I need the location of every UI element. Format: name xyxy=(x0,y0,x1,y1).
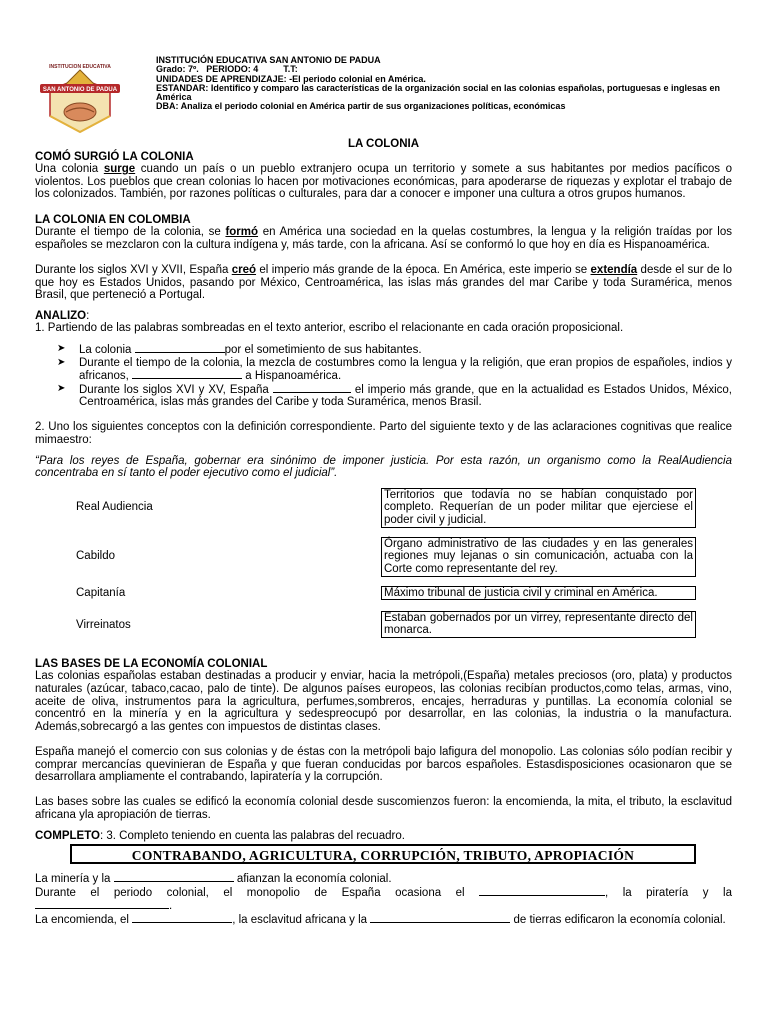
text-segment: desde el sur de lo que hoy es Estados Unidos, pasando por México, Centroamérica, las islas más grandes del mar Caribe y toda Suramérica, menos Brasil, que perteneció a Portugal. xyxy=(35,263,732,302)
document-body xyxy=(35,138,732,927)
answer-blank[interactable] xyxy=(370,913,510,923)
text-segment: La colonia xyxy=(79,343,135,356)
answer-blank[interactable] xyxy=(273,383,351,393)
school-logo xyxy=(36,62,124,136)
list-item xyxy=(57,343,732,357)
text-segment: Una colonia xyxy=(35,163,104,176)
arrow-bullet-icon: ➤ xyxy=(57,342,66,354)
section-heading-economy: LAS BASES DE LA ECONOMÍA COLONIAL xyxy=(35,657,268,670)
grade-line: Grado: 7º. PERIODO: 4 T.T: xyxy=(156,64,298,75)
document-header xyxy=(156,56,746,112)
units-line: UNIDADES DE APRENDIZAJE: -El periodo colonial en América. xyxy=(156,73,426,84)
page-title: LA COLONIA xyxy=(347,138,420,150)
text-segment: de tierras edificaron la economía colonial. xyxy=(510,913,726,926)
match-definition: Estaban gobernados por un virrey, representante directo del monarca. xyxy=(381,611,696,638)
economy-paragraph-1: Las colonias españolas estaban destinadas a producir y enviar, hacia la metrópoli,(España) metales preciosos (oro, plata) y productos naturales (azúcar, tabaco,cacao, palo de tinte). De algunos países europeos, las colonias recibían productos,como telas, armas, vino, aceite de oliva, instrumentos para la agricultura, perfumes,sombreros, encajes, herraduras y puntillas. La economía colonial se concentró en la minería y en la agricultura y sedespreocupó por desarrollar, en las colonias, la industria o la manufactura. Además,sobrecargó a las gentes con impuestos de distintas clases. xyxy=(35,670,732,733)
completo-heading xyxy=(35,830,732,843)
match-term: Capitanía xyxy=(76,586,126,599)
match-term: Cabildo xyxy=(76,549,115,562)
text-segment: por el sometimiento de sus habitantes. xyxy=(224,343,422,356)
text-segment: Durante los siglos XVI y XVII, España xyxy=(35,263,232,276)
text-segment: a Hispanoamérica. xyxy=(242,370,342,383)
match-term: Real Audiencia xyxy=(76,500,153,513)
completo-label: COMPLETO xyxy=(35,829,100,842)
answer-blank[interactable] xyxy=(135,343,225,353)
logo-band-text: SAN ANTONIO DE PADUA xyxy=(42,87,118,93)
answer-blank[interactable] xyxy=(114,872,234,882)
text-segment: afianzan la economía colonial. xyxy=(233,873,392,886)
economy-paragraph-3: Las bases sobre las cuales se edificó la economía colonial desde suscomienzos fueron: la encomienda, la mita, el tributo, la esclavitud africana yla apropiación de tierras. xyxy=(35,796,732,821)
arrow-bullet-icon: ➤ xyxy=(57,356,66,368)
match-term: Virreinatos xyxy=(76,618,131,631)
matching-exercise xyxy=(35,488,732,658)
match-definition: Territorios que todavía no se habían conquistado por completo. Requerían de un poder militar que ejerciese el poder civil y judicial. xyxy=(381,488,696,528)
match-definition: Órgano administrativo de las ciudades y en las generales regiones muy lejanas o sin comunicación, actuaba con la Corte como representante del rey. xyxy=(381,537,696,577)
text-segment: el imperio más grande de la época. En América, este imperio se xyxy=(256,263,591,276)
list-item xyxy=(57,357,732,383)
question-2: 2. Uno los siguientes conceptos con la definición correspondiente. Parto del siguiente texto y de las aclaraciones cognitivas que realice mimaestro: xyxy=(35,421,732,447)
standard-line: ESTANDAR: Identifico y comparo las características de la organización social en las colonias españolas, portuguesas e inglesas en América xyxy=(156,82,721,103)
text-segment: cuando un país o un pueblo extranjero ocupa un territorio y somete a sus habitantes por medios pacíficos o violentos. Los pueblos que crean colonias lo hacen por motivaciones económicas, para apoderarse de riquezas y explotar el trabajo de los colonizados. También, por razones políticas o culturales, para dar a conocer e imponer una cultura a otros grupos humanos. xyxy=(35,163,732,201)
text-segment: Durante el tiempo de la colonia, se xyxy=(35,226,226,239)
text-segment: . xyxy=(169,900,173,913)
analizo-label: ANALIZO xyxy=(35,309,87,322)
answer-blank[interactable] xyxy=(132,913,232,923)
dba-line: DBA: Analiza el periodo colonial en América partir de sus organizaciones políticas, económicas xyxy=(156,101,566,112)
answer-blank[interactable] xyxy=(35,899,169,909)
colombia-paragraph-1 xyxy=(35,226,732,251)
colombia-paragraph-2 xyxy=(35,264,732,302)
origin-paragraph xyxy=(35,163,732,201)
word-bank-box: CONTRABANDO, AGRICULTURA, CORRUPCIÓN, TRIBUTO, APROPIACIÓN xyxy=(70,844,696,864)
quote-text: “Para los reyes de España, gobernar era sinónimo de imponer justicia. Por esta razón, un organismo como la RealAudiencia concentraba en sí tanto el poder ejecutivo como el judicial”. xyxy=(35,454,732,480)
text-segment: en América una sociedad en la quelas costumbres, la lengua y la religión traídas por los españoles se mezclaron con la cultura indígena y, más tarde, con la africana. Así se conformó lo que hoy en día es Hispanoamérica. xyxy=(35,226,732,251)
completion-sentence-3 xyxy=(35,913,732,927)
school-name: INSTITUCIÓN EDUCATIVA SAN ANTONIO DE PADUA xyxy=(156,55,381,65)
text-segment: Durante los siglos XVI y XV, España xyxy=(79,383,273,396)
text-segment: : xyxy=(86,309,90,322)
economy-paragraph-2: España manejó el comercio con sus colonias y de éstas con la metrópoli bajo lafigura del monopolio. Las colonias sólo podían recibir y comprar mercancías quevinieran de España y que fueran conducidas por barcos españoles. Estasdisposiciones ocasionaron que se desarrollara ampliamente el contrabando, lapiratería y la corrupción. xyxy=(35,746,732,784)
match-definition: Máximo tribunal de justicia civil y criminal en América. xyxy=(381,586,696,601)
completion-sentence-1 xyxy=(35,872,732,886)
text-segment: Durante el tiempo de la colonia, la mezcla de costumbres como la lengua y la religión, que eran propios de españoles, indios y africanos, xyxy=(79,356,732,383)
question-1: 1. Partiendo de las palabras sombreadas en el texto anterior, escribo el relacionante en cada oración proposicional. xyxy=(35,322,624,335)
section-heading-origin: COMÓ SURGIÓ LA COLONIA xyxy=(35,150,194,163)
text-segment: Durante el periodo colonial, el monopolio de España ocasiona el xyxy=(35,886,480,899)
text-segment: : 3. Completo teniendo en cuenta las palabras del recuadro. xyxy=(99,829,405,842)
section-heading-colombia: LA COLONIA EN COLOMBIA xyxy=(35,213,191,226)
analizo-heading xyxy=(35,310,732,323)
completion-sentence-2 xyxy=(35,886,732,913)
highlighted-word: formó xyxy=(225,226,259,239)
text-segment: , la piratería y la xyxy=(605,886,732,899)
answer-blank[interactable] xyxy=(132,369,242,379)
list-item xyxy=(57,383,732,409)
text-segment: La minería y la xyxy=(35,873,114,886)
highlighted-word: extendía xyxy=(590,263,638,276)
arrow-bullet-icon: ➤ xyxy=(57,382,66,394)
highlighted-word: creó xyxy=(231,263,257,276)
text-segment: , la esclavitud africana y la xyxy=(232,913,371,926)
text-segment: el imperio más grande, que en la actualidad es Estados Unidos, México, Centroamérica, islas más grandes del Caribe y toda Suramérica, menos Brasil. xyxy=(79,383,732,409)
answer-blank[interactable] xyxy=(479,886,605,896)
logo-top-text: INSTITUCION EDUCATIVA xyxy=(49,64,111,70)
highlighted-word: surge xyxy=(103,163,136,176)
text-segment: La encomienda, el xyxy=(35,913,133,926)
fill-in-list xyxy=(35,343,732,409)
